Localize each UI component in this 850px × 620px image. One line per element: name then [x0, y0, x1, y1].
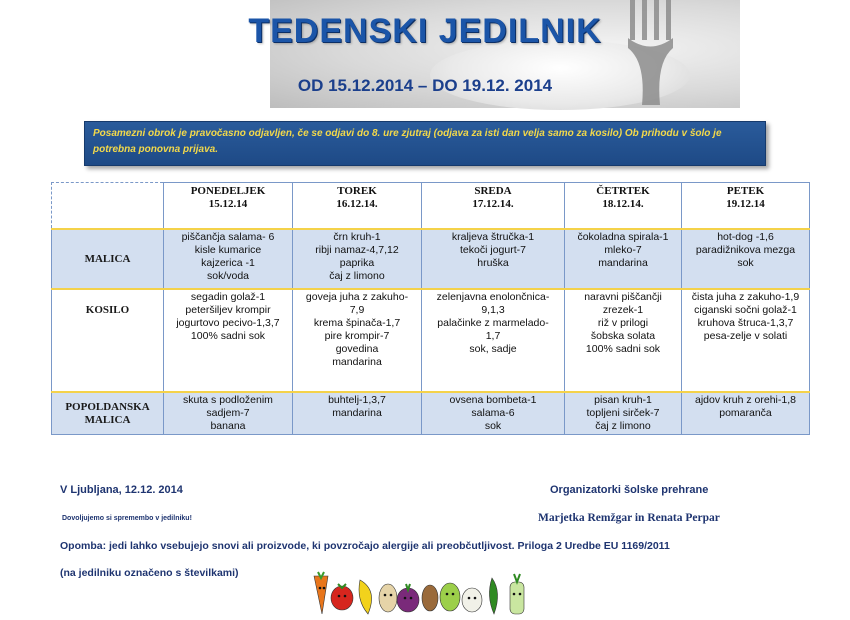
menu-cell: ajdov kruh z orehi-1,8 pomaranča	[682, 392, 810, 435]
menu-cell: buhtelj-1,3,7 mandarina	[293, 392, 422, 435]
menu-cell: ovsena bombeta-1 salama-6 sok	[422, 392, 565, 435]
menu-table	[51, 182, 810, 435]
day-header: PETEK 19.12.14	[682, 183, 810, 230]
menu-cell: hot-dog -1,6 paradižnikova mezga sok	[682, 229, 810, 289]
day-header: SREDA 17.12.14.	[422, 183, 565, 230]
table-row	[52, 392, 810, 435]
day-header: PONEDELJEK 15.12.14	[164, 183, 293, 230]
menu-cell: piščančja salama- 6 kisle kumarice kajzerica -1 sok/voda	[164, 229, 293, 289]
allergen-numbering-note: (na jedilniku označeno s številkami)	[60, 567, 239, 579]
menu-cell: pisan kruh-1 topljeni sirček-7 čaj z limono	[565, 392, 682, 435]
menu-cell: kraljeva štručka-1 tekoči jogurt-7 hruška	[422, 229, 565, 289]
table-row	[52, 289, 810, 392]
organizer-names: Marjetka Remžgar in Renata Perpar	[538, 512, 720, 524]
notice-banner: Posamezni obrok je pravočasno odjavljen, če se odjavi do 8. ure zjutraj (odjava za isti dan velja samo za kosilo) Ob prihodu v šolo je potrebna ponovna prijava.	[84, 121, 766, 166]
menu-cell: čista juha z zakuho-1,9 ciganski sočni golaž-1 kruhova štruca-1,3,7 pesa-zelje v solati	[682, 289, 810, 392]
change-notice: Dovoljujemo si spremembo v jedilniku!	[62, 515, 192, 522]
allergen-note: Opomba: jedi lahko vsebujejo snovi ali proizvode, ki povzročajo alergije ali preobčutljivost. Priloga 2 Uredbe EU 1169/2011	[60, 540, 670, 552]
menu-cell: črn kruh-1 ribji namaz-4,7,12 paprika čaj z limono	[293, 229, 422, 289]
row-label-popoldanska-malica: POPOLDANSKA MALICA	[52, 392, 164, 435]
day-header: ČETRTEK 18.12.14.	[565, 183, 682, 230]
table-row	[52, 229, 810, 289]
menu-cell: zelenjavna enolončnica- 9,1,3 palačinke z marmelado- 1,7 sok, sadje	[422, 289, 565, 392]
place-date: V Ljubljana, 12.12. 2014	[60, 484, 183, 496]
menu-cell: naravni piščančji zrezek-1 riž v prilogi šobska solata 100% sadni sok	[565, 289, 682, 392]
vegetable-characters-image	[306, 570, 560, 616]
table-corner	[52, 183, 164, 230]
menu-cell: goveja juha z zakuho- 7,9 krema špinača-1,7 pire krompir-7 govedina mandarina	[293, 289, 422, 392]
page-title: TEDENSKI JEDILNIK	[248, 12, 602, 50]
row-label-malica: MALICA	[52, 229, 164, 289]
menu-cell: čokoladna spirala-1 mleko-7 mandarina	[565, 229, 682, 289]
row-label-kosilo: KOSILO	[52, 289, 164, 392]
organizers-title: Organizatorki šolske prehrane	[550, 484, 709, 496]
menu-cell: segadin golaž-1 peteršiljev krompir jogurtovo pecivo-1,3,7 100% sadni sok	[164, 289, 293, 392]
menu-cell: skuta s podloženim sadjem-7 banana	[164, 392, 293, 435]
date-range: OD 15.12.2014 – DO 19.12. 2014	[297, 76, 553, 95]
day-header: TOREK 16.12.14.	[293, 183, 422, 230]
